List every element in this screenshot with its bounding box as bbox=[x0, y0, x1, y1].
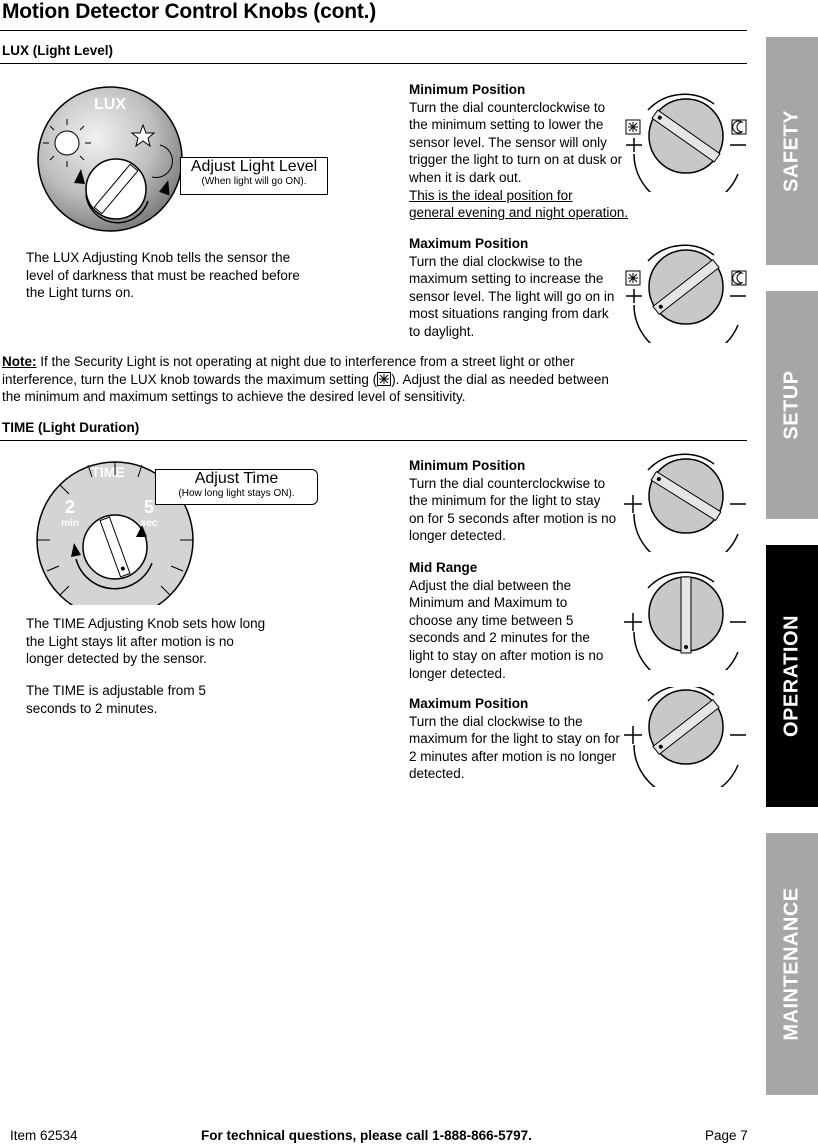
lux-section-title: LUX (Light Level) bbox=[2, 43, 113, 58]
plus-icon bbox=[624, 613, 642, 631]
time-description-1: The TIME Adjusting Knob sets how long the Light stays lit after motion is no longer detected by the sensor. bbox=[26, 616, 266, 667]
moon-icon bbox=[732, 120, 746, 134]
tab-maintenance[interactable] bbox=[766, 833, 818, 1095]
tab-operation-label: OPERATION bbox=[780, 615, 803, 737]
note-paragraph bbox=[2, 353, 627, 406]
time-max-block bbox=[409, 695, 621, 783]
lux-min-text-ul1: This is the ideal position for bbox=[409, 187, 573, 203]
time-knob-left-unit: min bbox=[61, 518, 79, 529]
time-callout-sub: (How long light stays ON). bbox=[178, 488, 295, 499]
time-callout bbox=[155, 469, 318, 505]
sun-box-icon bbox=[626, 120, 640, 134]
lux-description: The LUX Adjusting Knob tells the sensor the level of darkness that must be reached before the Light turns on. bbox=[26, 250, 300, 301]
lux-min-block bbox=[409, 81, 649, 222]
note-text-after: ). Adjust the dial as needed between the minimum and maximum settings to achieve the desired level of sensitivity. bbox=[2, 371, 609, 405]
lux-rule bbox=[0, 63, 747, 64]
time-min-text: Turn the dial counterclockwise to the minimum for the light to stay on for 5 seconds after motion is no longer detected. bbox=[409, 475, 617, 544]
plus-icon bbox=[624, 726, 642, 744]
time-description-2: The TIME is adjustable from 5 seconds to 2 minutes. bbox=[26, 683, 206, 716]
lux-min-text: Turn the dial counterclockwise to the minimum setting to lower the sensor level. The sensor will only trigger the light to turn on at dusk or when it is dark out. bbox=[409, 99, 623, 185]
lux-min-dial bbox=[620, 92, 750, 192]
tab-setup[interactable] bbox=[766, 291, 818, 519]
note-text-before: If the Security Light is not operating at night due to interference from a street light or other interference, turn the LUX knob towards the maximum setting ( bbox=[2, 354, 575, 387]
title-rule bbox=[0, 30, 747, 31]
sun-box-icon bbox=[377, 372, 391, 386]
plus-icon bbox=[624, 495, 642, 513]
footer-page: Page 7 bbox=[705, 1128, 748, 1143]
lux-min-text-ul2: general evening and night operation. bbox=[409, 205, 629, 221]
time-knob-right-unit: sec bbox=[140, 518, 158, 529]
time-max-dial bbox=[620, 687, 750, 787]
time-mid-block bbox=[409, 559, 609, 682]
page-title: Motion Detector Control Knobs (cont.) bbox=[2, 0, 377, 23]
tab-safety[interactable] bbox=[766, 37, 818, 265]
lux-max-text: Turn the dial clockwise to the maximum setting to increase the sensor level. The light will go on in most situations ranging from dark to daylight. bbox=[409, 253, 615, 339]
time-mid-dial bbox=[620, 570, 750, 670]
tab-maintenance-label: MAINTENANCE bbox=[780, 887, 803, 1041]
time-max-text: Turn the dial clockwise to the maximum for the light to stay on for 2 minutes after motion is no longer detected. bbox=[409, 713, 620, 782]
time-mid-heading: Mid Range bbox=[409, 560, 478, 575]
footer-item: Item 62534 bbox=[10, 1128, 78, 1143]
time-max-heading: Maximum Position bbox=[409, 696, 529, 711]
tab-operation[interactable] bbox=[766, 545, 818, 807]
lux-max-block bbox=[409, 235, 621, 341]
note-label: Note: bbox=[2, 354, 37, 369]
time-min-heading: Minimum Position bbox=[409, 458, 526, 473]
time-rule bbox=[0, 440, 747, 441]
time-mid-text: Adjust the dial between the Minimum and Maximum to choose any time between 5 seconds and 2 minutes for the light to stay on after motion is no longer detected. bbox=[409, 577, 604, 681]
lux-callout-sub: (When light will go ON). bbox=[201, 176, 307, 187]
tab-safety-label: SAFETY bbox=[780, 110, 803, 192]
footer-support: For technical questions, please call 1-888-866-5797. bbox=[201, 1128, 532, 1143]
plus-icon bbox=[626, 289, 642, 303]
time-knob-left-num: 2 bbox=[64, 497, 76, 517]
time-section-title: TIME (Light Duration) bbox=[2, 420, 140, 435]
lux-max-heading: Maximum Position bbox=[409, 236, 529, 251]
time-callout-main: Adjust Time bbox=[194, 470, 279, 487]
time-min-block bbox=[409, 457, 619, 545]
time-knob-right-num: 5 bbox=[143, 497, 155, 517]
sun-box-icon bbox=[626, 271, 640, 285]
moon-icon bbox=[732, 271, 746, 285]
lux-min-heading: Minimum Position bbox=[409, 82, 526, 97]
tab-setup-label: SETUP bbox=[780, 370, 803, 440]
lux-callout bbox=[180, 157, 328, 195]
lux-callout-main: Adjust Light Level bbox=[190, 158, 318, 175]
plus-icon bbox=[626, 138, 642, 152]
time-knob-label: TIME bbox=[91, 464, 125, 480]
lux-max-dial bbox=[620, 243, 750, 343]
lux-knob-label: LUX bbox=[94, 96, 126, 113]
time-min-dial bbox=[620, 452, 750, 552]
